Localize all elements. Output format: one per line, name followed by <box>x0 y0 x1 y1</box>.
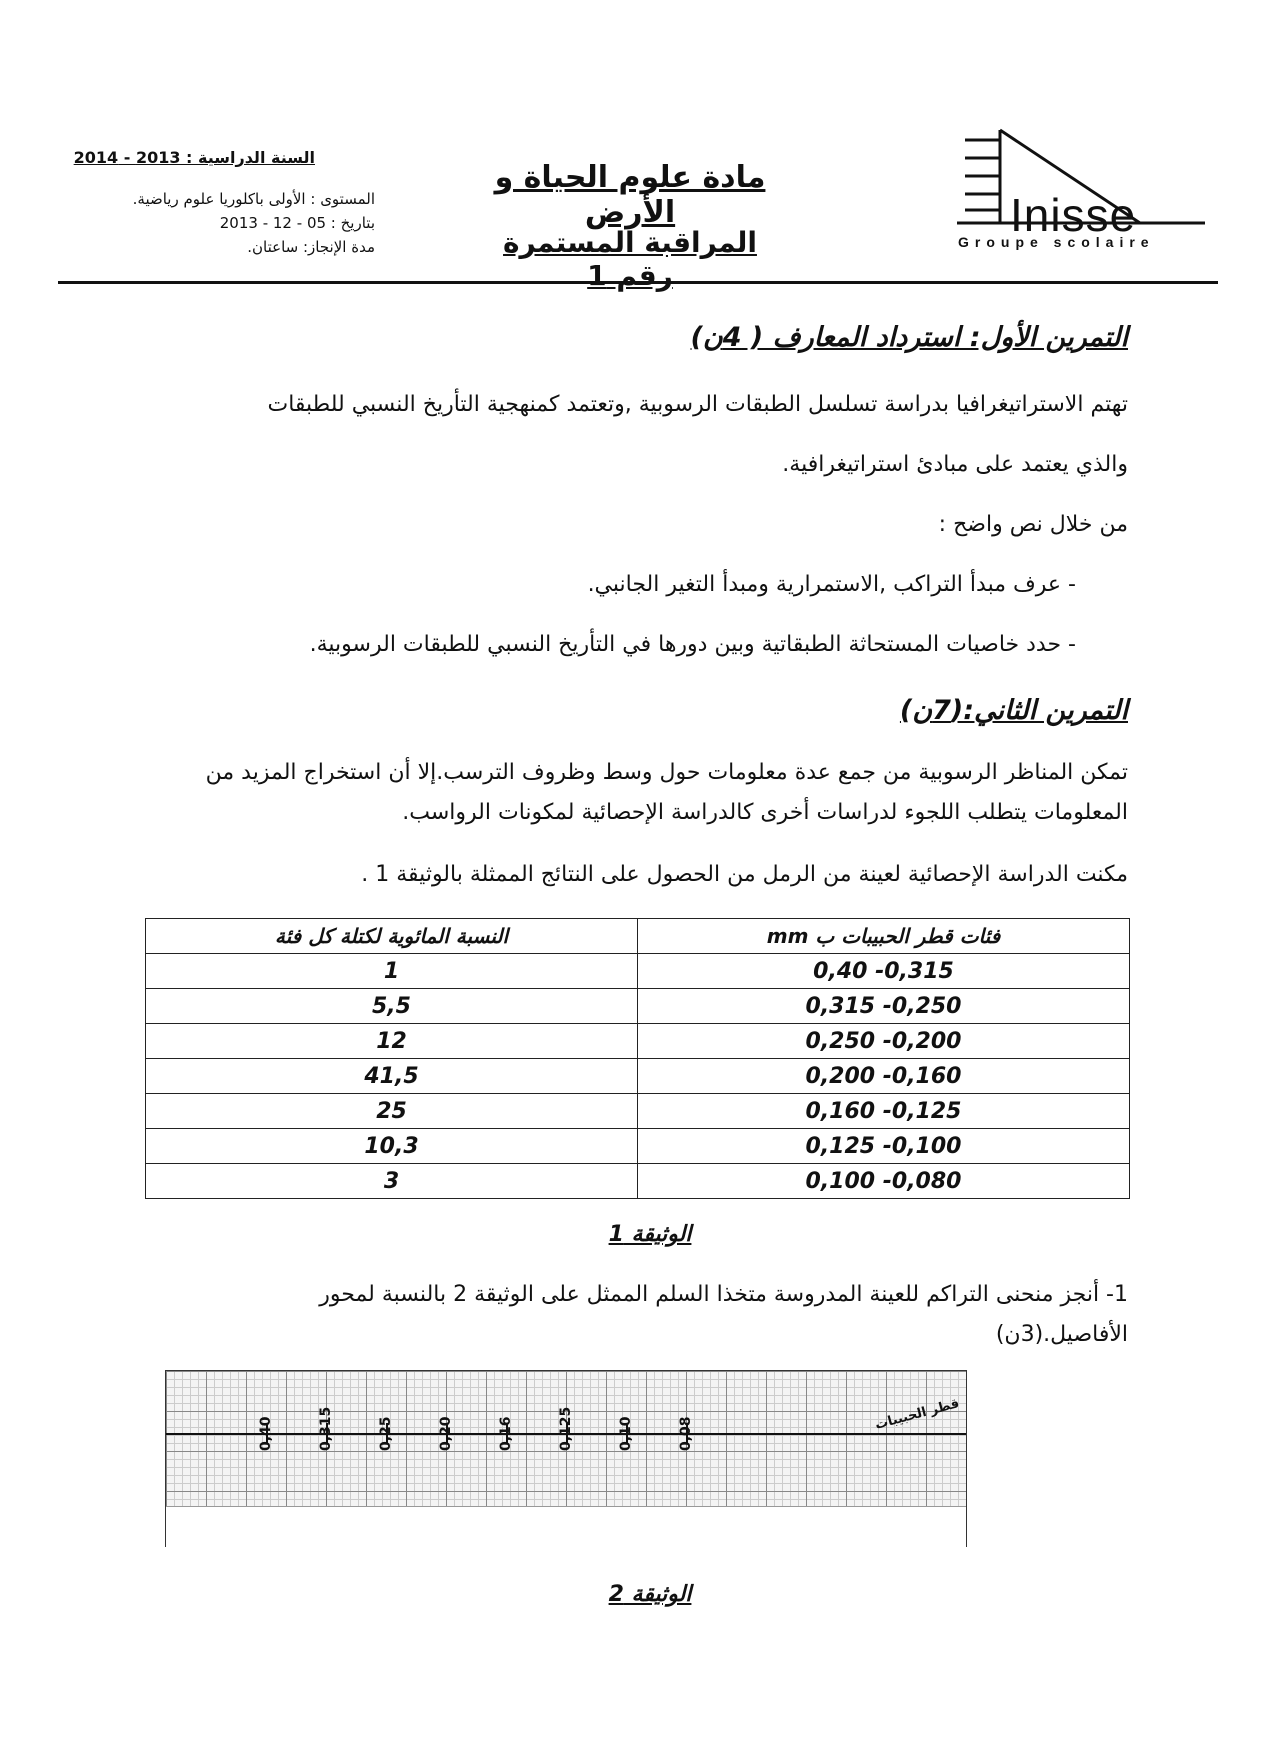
exam-title: المراقبة المستمرة رقم 1 <box>503 226 757 292</box>
table-row <box>146 1059 1130 1094</box>
x-axis-label: قطر الحبيبات <box>873 1396 961 1433</box>
table-row <box>146 1094 1130 1129</box>
ex1-line-1: تهتم الاستراتيغرافيا بدراسة تسلسل الطبقات الرسوبية ,وتعتمد كمنهجية التأريخ النسبي للطبقات <box>267 392 1128 417</box>
cell-pct: 12 <box>146 1024 638 1059</box>
table-row <box>146 989 1130 1024</box>
cell-range: 0,40 -0,315 <box>638 954 1130 989</box>
exercise-1-title: التمرين الأول: استرداد المعارف ( 4ن) <box>690 322 1128 353</box>
cell-range: 0,160 -0,125 <box>638 1094 1130 1129</box>
ex1-line-5: - حدد خاصيات المستحاثة الطبقاتية وبين دورها في التأريخ النسبي للطبقات الرسوبية. <box>309 632 1076 657</box>
tick-label: 0,10 <box>618 1416 634 1451</box>
cell-range: 0,315 -0,250 <box>638 989 1130 1024</box>
graph-paper <box>165 1370 967 1547</box>
table-row <box>146 954 1130 989</box>
question-1-line-2: الأفاصيل.(3ن) <box>995 1322 1128 1347</box>
ex1-line-2: والذي يعتمد على مبادئ استراتيغرافية. <box>782 452 1128 477</box>
cell-pct: 41,5 <box>146 1059 638 1094</box>
question-1-line-1: 1- أنجز منحنى التراكم للعينة المدروسة متخذا السلم الممثل على الوثيقة 2 بالنسبة لمحور <box>319 1282 1128 1307</box>
tick-label: 0,25 <box>378 1416 394 1451</box>
header-divider <box>58 281 1218 284</box>
ex1-line-3: من خلال نص واضح : <box>938 512 1128 537</box>
cell-pct: 1 <box>146 954 638 989</box>
level: المستوى : الأولى باكلوريا علوم رياضية. <box>132 190 375 208</box>
tick-label: 0,40 <box>258 1416 274 1451</box>
table-row <box>146 1129 1130 1164</box>
ex2-line-3: مكنت الدراسة الإحصائية لعينة من الرمل من الحصول على النتائج الممثلة بالوثيقة 1 . <box>361 862 1128 887</box>
logo-name: Inisse <box>1010 189 1137 241</box>
table-row <box>146 1164 1130 1199</box>
cell-range: 0,125 -0,100 <box>638 1129 1130 1164</box>
doc2-caption: الوثيقة 2 <box>608 1582 692 1607</box>
ex2-line-2: المعلومات يتطلب اللجوء لدراسات أخرى كالدراسة الإحصائية لمكونات الرواسب. <box>402 800 1128 825</box>
duration: مدة الإنجاز: ساعتان. <box>247 238 375 256</box>
tick-label: 0,08 <box>678 1416 694 1451</box>
cell-range: 0,200 -0,160 <box>638 1059 1130 1094</box>
tick-label: 0,20 <box>438 1416 454 1451</box>
ex1-line-4: - عرف مبدأ التراكب ,الاستمرارية ومبدأ التغير الجانبي. <box>587 572 1076 597</box>
logo-subtitle: Groupe scolaire <box>958 234 1155 250</box>
exam-date: بتاريخ : 05 - 12 - 2013 <box>219 214 375 232</box>
cell-range: 0,250 -0,200 <box>638 1024 1130 1059</box>
subject-title: مادة علوم الحياة و الأرض <box>494 160 766 230</box>
cell-pct: 5,5 <box>146 989 638 1024</box>
school-year: السنة الدراسية : 2013 - 2014 <box>73 148 315 167</box>
doc1-caption: الوثيقة 1 <box>608 1222 692 1247</box>
grain-distribution-table <box>145 918 1130 1199</box>
header-grain-class: فئات قطر الحبيبات ب mm <box>638 919 1130 954</box>
tick-label: 0,125 <box>558 1406 574 1451</box>
ex2-line-1: تمكن المناظر الرسوبية من جمع عدة معلومات حول وسط وظروف الترسب.إلا أن استخراج المزيد من <box>205 760 1128 785</box>
table-header-row <box>146 919 1130 954</box>
cell-pct: 25 <box>146 1094 638 1129</box>
tick-label: 0,315 <box>318 1406 334 1451</box>
cell-pct: 3 <box>146 1164 638 1199</box>
header-percentage: النسبة المائوية لكتلة كل فئة <box>146 919 638 954</box>
table-row <box>146 1024 1130 1059</box>
cell-pct: 10,3 <box>146 1129 638 1164</box>
cell-range: 0,100 -0,080 <box>638 1164 1130 1199</box>
exercise-2-title: التمرين الثاني:(7ن) <box>899 695 1128 726</box>
tick-label: 0,16 <box>498 1416 514 1451</box>
paper-blank-band <box>166 1506 966 1547</box>
